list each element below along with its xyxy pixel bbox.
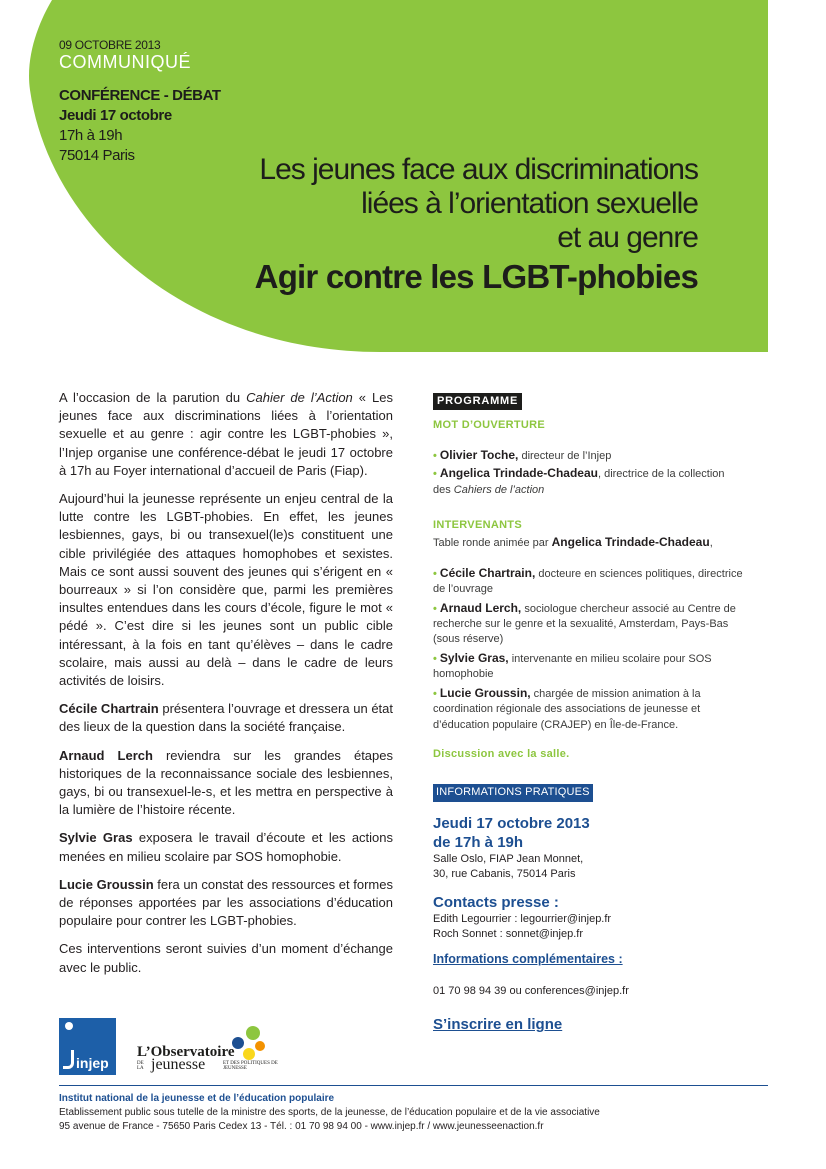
opening-item-1: • Olivier Toche, directeur de l’Injep	[433, 447, 612, 462]
header-banner	[0, 0, 768, 352]
release-kind: COMMUNIQUÉ	[59, 52, 191, 72]
venue-line-2: 30, rue Cabanis, 75014 Paris	[433, 868, 576, 881]
event-date: Jeudi 17 octobre	[59, 107, 172, 124]
speakers-heading: INTERVENANTS	[433, 519, 522, 532]
paragraph-context: Aujourd’hui la jeunesse représente un enjeu central de la lutte contre les LGBT-phobies. En effet, les jeunes lesbiennes, gays, bi ou transexuel(le)s constituent une cible privilégiée des attaques homophobes et sexistes. Mais ce sont aussi souvent des jeunes qui s’érigent en « bourreaux » si l’on considère que, parmi les premières insultes entendues dans les cours d’école, figure le mot « pédé ». C’est dire si les jeunes sont un public cible intéressant, à la fois en tant qu’élèves – dans le cadre scolaire, mais aussi au delà – dans le cadre de leurs activités de loisirs.	[59, 491, 393, 689]
more-info-contact[interactable]: 01 70 98 94 39 ou conferences@injep.fr	[433, 984, 629, 997]
paragraph-speaker-2: Arnaud Lerch reviendra sur les grandes étapes historiques de la reconnaissance sociale des lesbiennes, gays, bi ou transexuel-le-s, et les mettra en perspective à la lumière de l’histoire récente.	[59, 747, 393, 818]
venue-line-1: Salle Oslo, FIAP Jean Monnet,	[433, 852, 584, 865]
programme-tag: PROGRAMME	[433, 393, 522, 410]
info-time: de 17h à 19h	[433, 833, 524, 851]
footer-institution: Institut national de la jeunesse et de l’éducation populaire	[59, 1093, 335, 1104]
speaker-item-4: • Lucie Groussin, chargée de mission animation à la coordination régionale des associations de jeunesse et d’éducation populaire (CRAJEP) en Île-de-France.	[433, 685, 701, 731]
info-date: Jeudi 17 octobre 2013	[433, 814, 590, 832]
press-contact-1[interactable]: Edith Legourrier : legourrier@injep.fr	[433, 912, 612, 925]
press-contact-2[interactable]: Roch Sonnet : sonnet@injep.fr	[433, 927, 583, 940]
programme-column	[433, 393, 743, 1033]
title-line-2: liées à l’orientation sexuelle	[361, 187, 698, 220]
page-title	[259, 153, 698, 255]
opening-item-2: • Angelica Trindade-Chadeau, directrice de la collection des Cahiers de l’action	[433, 466, 725, 496]
event-info	[59, 86, 221, 166]
body-text	[59, 389, 393, 987]
press-heading: Contacts presse :	[433, 893, 559, 911]
observatoire-logo: L’Observatoire DE LA jeunesse ET DES POLITIQUES DE JEUNESSE	[137, 1028, 297, 1076]
info-tag: INFORMATIONS PRATIQUES	[433, 784, 593, 801]
title-line-1: Les jeunes face aux discriminations	[259, 153, 698, 186]
opening-heading: MOT D’OUVERTURE	[433, 419, 546, 432]
injep-logo: injep	[59, 1018, 116, 1075]
more-info-heading: Informations complémentaires :	[433, 952, 623, 967]
paragraph-intro: A l’occasion de la parution du Cahier de l’Action « Les jeunes face aux discriminations liées à l’orientation sexuelle et au genre : agir contre les LGBT-phobies », l’Injep organise une conférence-débat le jeudi 17 octobre à 17h au Foyer international d’accueil de Paris (Fiap).	[59, 390, 394, 478]
event-time: 17h à 19h	[59, 127, 123, 144]
paragraph-speaker-3: Sylvie Gras exposera le travail d’écoute et les actions menées en milieu scolaire par SOS homophobie.	[59, 830, 394, 864]
paragraph-closing: Ces interventions seront suivies d’un moment d’échange avec le public.	[59, 941, 393, 975]
observatoire-dots-icon	[229, 1025, 269, 1061]
speaker-item-2: • Arnaud Lerch, sociologue chercheur associé au Centre de recherche sur le genre et la sexualité, Amsterdam, Pays-Bas (sous réserve)	[433, 600, 736, 646]
footer	[59, 1092, 768, 1134]
footer-tutelle: Etablissement public sous tutelle de la ministre des sports, de la jeunesse, de l’éducation populaire et de la vie associative	[59, 1107, 600, 1118]
moderator-line: Table ronde animée par Angelica Trindade-Chadeau,	[433, 535, 713, 550]
speaker-item-3: • Sylvie Gras, intervenante en milieu scolaire pour SOS homophobie	[433, 650, 712, 681]
event-place: 75014 Paris	[59, 147, 135, 164]
footer-divider	[59, 1085, 768, 1086]
discussion-note: Discussion avec la salle.	[433, 747, 570, 760]
release-date: 09 OCTOBRE 2013	[59, 38, 161, 52]
footer-address: 95 avenue de France - 75650 Paris Cedex 13 - Tél. : 01 70 98 94 00 - www.injep.fr / www.jeunesseenaction.fr	[59, 1121, 544, 1132]
signup-link[interactable]: S’inscrire en ligne	[433, 1016, 563, 1034]
title-line-3: et au genre	[557, 221, 698, 254]
speaker-item-1: • Cécile Chartrain, docteure en sciences politiques, directrice de l’ouvrage	[433, 565, 743, 596]
paragraph-speaker-4: Lucie Groussin fera un constat des ressources et formes de réponses apportées par les associations d’éducation populaire pour contrer les LGBT-phobies.	[59, 876, 393, 929]
page-subtitle: Agir contre les LGBT-phobies	[254, 258, 698, 295]
event-type: CONFÉRENCE - DÉBAT	[59, 87, 221, 104]
paragraph-speaker-1: Cécile Chartrain présentera l’ouvrage et dressera un état des lieux de la question dans la société française.	[59, 701, 394, 735]
